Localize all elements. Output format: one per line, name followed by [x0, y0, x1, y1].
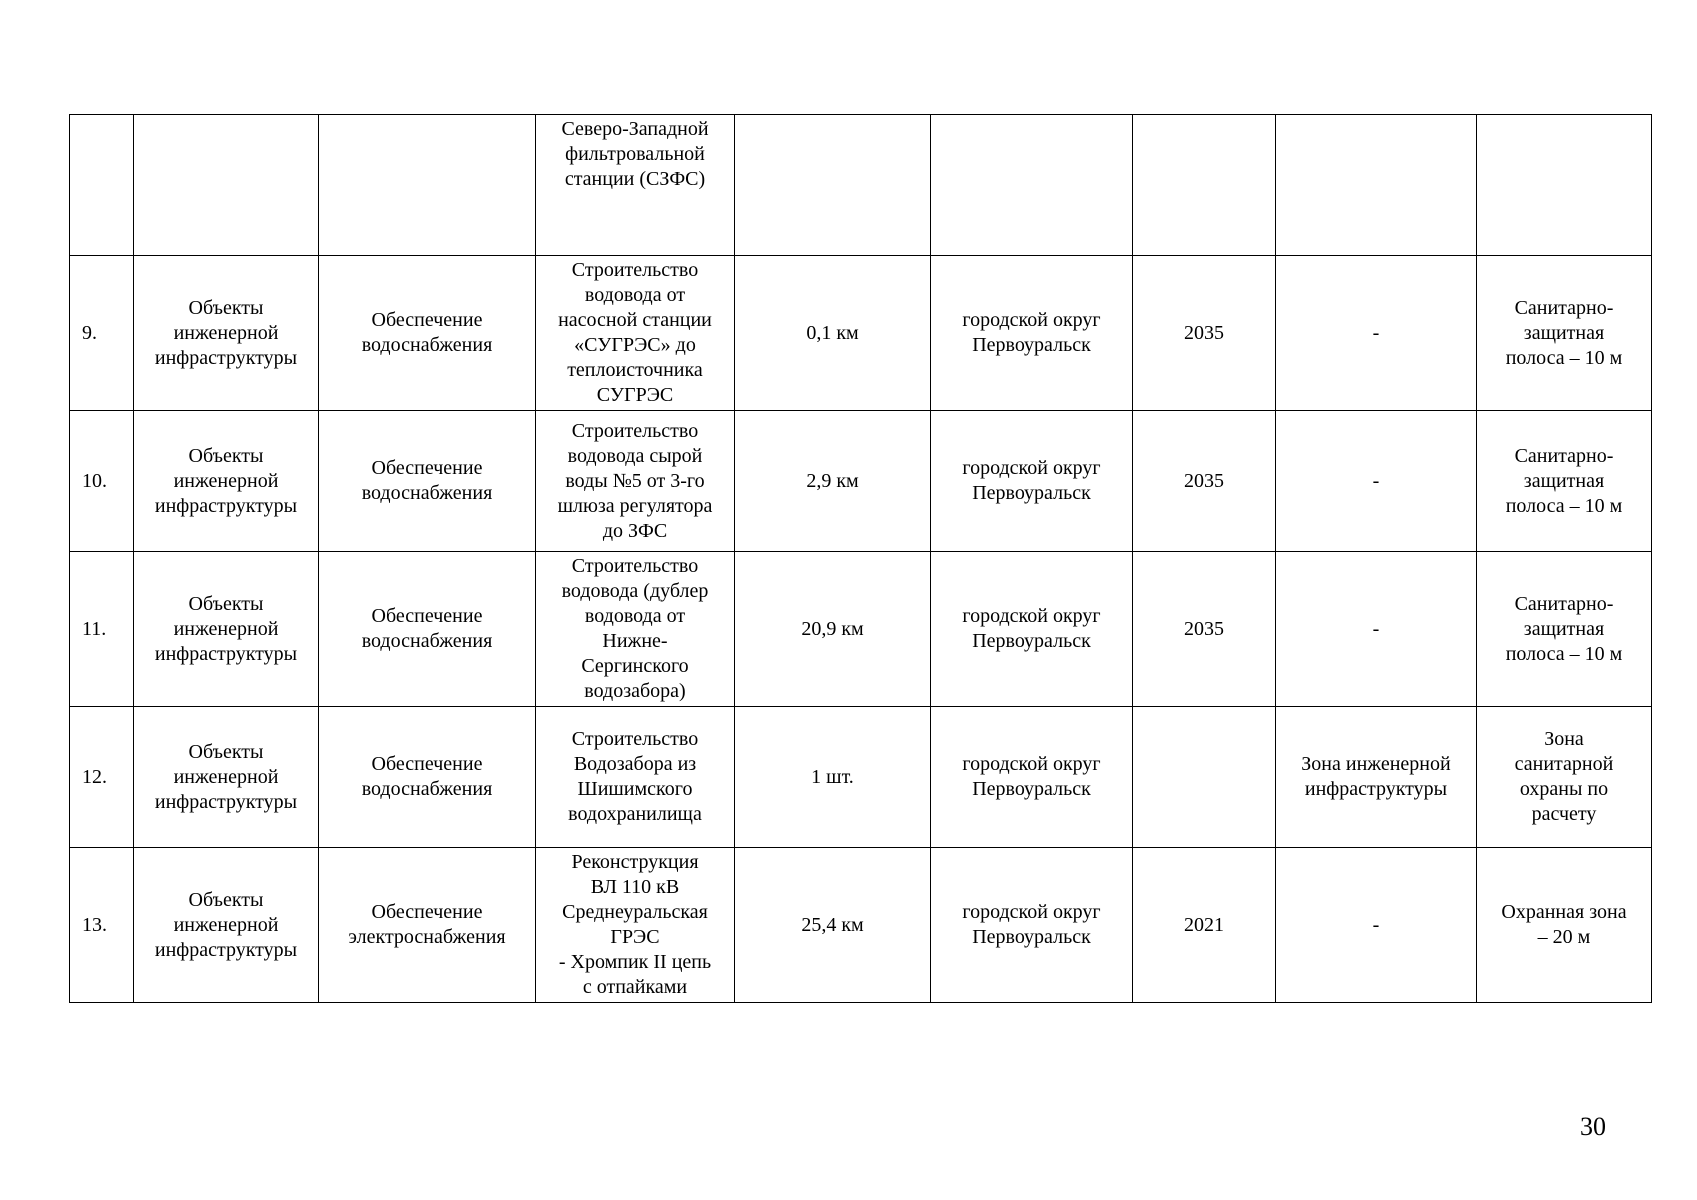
row-number: [70, 115, 134, 256]
object-purpose: Обеспечение водоснабжения: [319, 411, 536, 552]
functional-zone: [1276, 115, 1477, 256]
restriction-zone: Санитарно- защитная полоса – 10 м: [1477, 552, 1652, 707]
facilities-table: [69, 114, 1652, 1003]
object-category: Объекты инженерной инфраструктуры: [134, 848, 319, 1003]
row-number: 13.: [70, 848, 134, 1003]
object-deadline: 2035: [1133, 411, 1276, 552]
row-number: 10.: [70, 411, 134, 552]
restriction-zone: Санитарно- защитная полоса – 10 м: [1477, 256, 1652, 411]
functional-zone: -: [1276, 552, 1477, 707]
functional-zone: Зона инженерной инфраструктуры: [1276, 707, 1477, 848]
object-name: Строительство водовода от насосной станции «СУГРЭС» до теплоисточника СУГРЭС: [536, 256, 735, 411]
object-deadline: [1133, 707, 1276, 848]
page-number: 30: [1580, 1112, 1606, 1141]
object-category: Объекты инженерной инфраструктуры: [134, 707, 319, 848]
object-capacity: 1 шт.: [735, 707, 931, 848]
object-name: Строительство водовода (дублер водовода от Нижне- Сергинского водозабора): [536, 552, 735, 707]
row-number: 9.: [70, 256, 134, 411]
object-category: Объекты инженерной инфраструктуры: [134, 411, 319, 552]
object-capacity: 20,9 км: [735, 552, 931, 707]
object-location: городской округ Первоуральск: [931, 256, 1133, 411]
table-row: [70, 552, 1652, 707]
object-deadline: 2035: [1133, 552, 1276, 707]
object-location: городской округ Первоуральск: [931, 707, 1133, 848]
table-row: [70, 848, 1652, 1003]
object-purpose: Обеспечение водоснабжения: [319, 256, 536, 411]
object-purpose: Обеспечение водоснабжения: [319, 552, 536, 707]
functional-zone: -: [1276, 848, 1477, 1003]
object-purpose: [319, 115, 536, 256]
object-name: Северо-Западной фильтровальной станции (СЗФС): [536, 115, 735, 256]
object-purpose: Обеспечение электроснабжения: [319, 848, 536, 1003]
object-category: [134, 115, 319, 256]
object-location: [931, 115, 1133, 256]
object-capacity: 0,1 км: [735, 256, 931, 411]
object-purpose: Обеспечение водоснабжения: [319, 707, 536, 848]
object-category: Объекты инженерной инфраструктуры: [134, 256, 319, 411]
object-location: городской округ Первоуральск: [931, 552, 1133, 707]
object-category: Объекты инженерной инфраструктуры: [134, 552, 319, 707]
functional-zone: -: [1276, 411, 1477, 552]
object-capacity: 25,4 км: [735, 848, 931, 1003]
functional-zone: -: [1276, 256, 1477, 411]
object-name: Реконструкция ВЛ 110 кВ Среднеуральская ГРЭС - Хромпик II цепь с отпайками: [536, 848, 735, 1003]
object-deadline: [1133, 115, 1276, 256]
row-number: 11.: [70, 552, 134, 707]
restriction-zone: Зона санитарной охраны по расчету: [1477, 707, 1652, 848]
table-row: [70, 411, 1652, 552]
object-name: Строительство водовода сырой воды №5 от 3-го шлюза регулятора до ЗФС: [536, 411, 735, 552]
object-name: Строительство Водозабора из Шишимского водохранилища: [536, 707, 735, 848]
table-row-continuation: [70, 115, 1652, 256]
object-deadline: 2035: [1133, 256, 1276, 411]
table-row: [70, 256, 1652, 411]
restriction-zone: [1477, 115, 1652, 256]
object-deadline: 2021: [1133, 848, 1276, 1003]
object-capacity: 2,9 км: [735, 411, 931, 552]
restriction-zone: Охранная зона – 20 м: [1477, 848, 1652, 1003]
object-location: городской округ Первоуральск: [931, 848, 1133, 1003]
object-location: городской округ Первоуральск: [931, 411, 1133, 552]
restriction-zone: Санитарно- защитная полоса – 10 м: [1477, 411, 1652, 552]
object-capacity: [735, 115, 931, 256]
table-row: [70, 707, 1652, 848]
row-number: 12.: [70, 707, 134, 848]
